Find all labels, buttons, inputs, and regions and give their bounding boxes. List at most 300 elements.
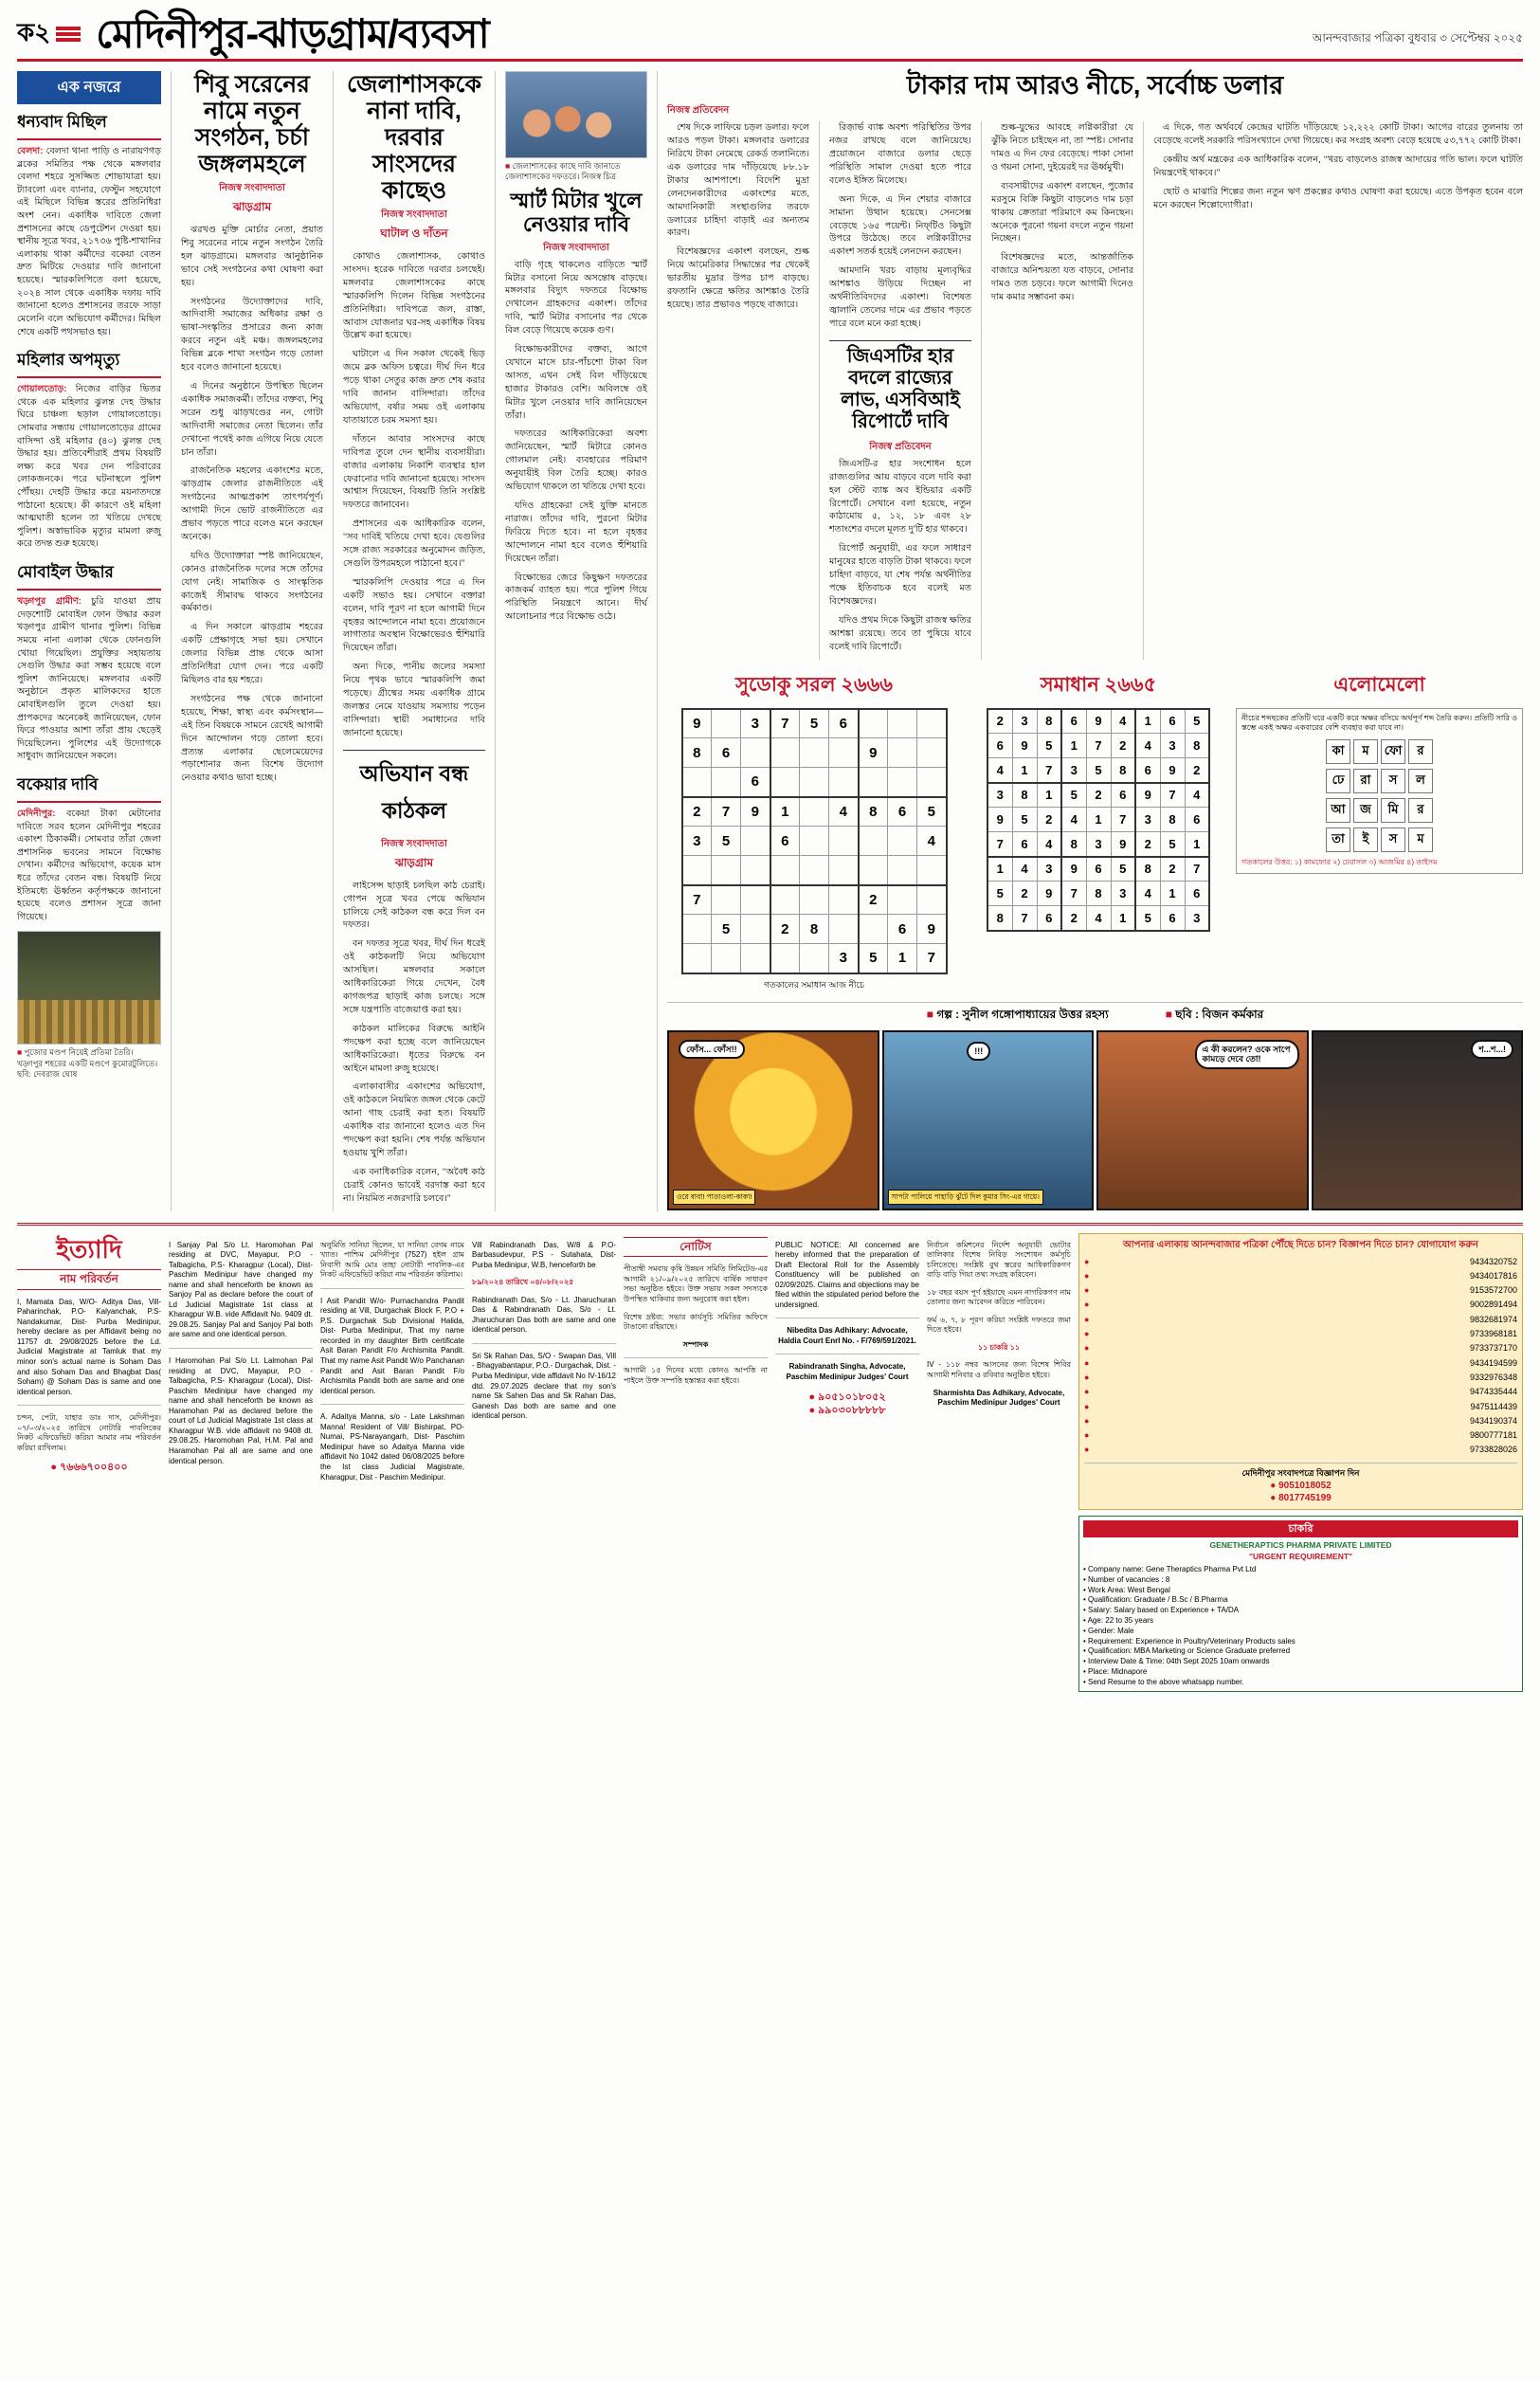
grid-cell[interactable]: 8 [987, 906, 1012, 931]
grid-cell[interactable] [829, 827, 859, 856]
grid-cell[interactable] [917, 856, 947, 885]
contact-phone[interactable]: ● 9733968181 [1084, 1329, 1517, 1339]
body-gold-a [991, 121, 1133, 304]
grid-cell[interactable] [770, 944, 800, 973]
grid-cell[interactable]: 5 [987, 882, 1012, 906]
dateline-shibu: ঝাড়গ্রাম [232, 200, 272, 213]
grid-cell[interactable]: 7 [682, 885, 712, 915]
para: ব্যবসায়ীদের একাংশ বলছেন, পুজোর মরসুমে বিক্রি কিছুটা বাড়লেও দাম চড়া থাকায় ক্রেতারা পরিমাণে কম কিনছেন। অনেকে পুরনো গয়না বদলে নতুন গয়না নিচ্ছেন। [991, 180, 1133, 245]
photo-demonstration [505, 71, 647, 158]
elomelo-row [1326, 827, 1433, 852]
elomelo-instructions: নীচের শব্দছকের প্রতিটি ঘরে একটি করে অক্ষর বসিয়ে অর্থপূর্ণ শব্দ তৈরি করুন। প্রতিটি সারি ও স্তম্ভে একই অক্ষর একবারের বেশি ব্যবহার করা যাবে না। [1241, 713, 1517, 733]
classified-item: চন্দন, পেটা, যাহার ডাঃ দাস, মেদিনীপুর। ০৭/০৩/২০২৫ তারিখে নোটারি পাবলিকের নিকট এফিডেভিট করিয়া আমার নাম পরিবর্তন করিয়া রাখিলাম। [17, 1413, 161, 1452]
classified-item: পীতাম্বী সমবায় কৃষি উন্নয়ন সমিতি লিমিটেড-এর আগামী ২১/০৯/২০২৫ তারিখে বার্ষিক সাধারণ সভা অনুষ্ঠিত হইবে। উক্ত সভায় সকল সদস্যকে উপস্থিত থাকিবার জন্য অনুরোধ করা হইল। [624, 1264, 768, 1304]
grid-cell[interactable]: 3 [682, 827, 712, 856]
job-box [1078, 1516, 1523, 1693]
grid-cell[interactable]: 9 [1160, 758, 1185, 783]
divider [320, 1288, 464, 1289]
classified-item: Sri Sk Rahan Das, S/O - Swapan Das, Vill - Bhagyabantapur, P.O.- Durgachak, Dist. - Purba Medinipur, vide affidavit No IV-16/12 dtd. 29.07.2025 declare that my son's name Sk Sahen Das and Sk Rahan Das, Ganesh Das both are same and one identical person. [472, 1351, 616, 1421]
grid-cell[interactable]: 6 [1135, 758, 1160, 783]
grid-cell[interactable]: 2 [859, 885, 888, 915]
contact-phone[interactable]: ● 9434320752 [1084, 1256, 1517, 1266]
contact-phone[interactable]: ● 9800777181 [1084, 1430, 1517, 1441]
contact-phone[interactable]: ● 9733828026 [1084, 1445, 1517, 1455]
contact-phone[interactable]: ● 9832681974 [1084, 1314, 1517, 1324]
grid-cell[interactable] [770, 738, 800, 768]
grid-cell[interactable]: 4 [1111, 709, 1135, 734]
grid-cell[interactable] [829, 856, 859, 885]
grid-cell[interactable]: 6 [829, 709, 859, 738]
page-number: ক২ [17, 18, 51, 46]
grid-cell[interactable]: 5 [1160, 832, 1185, 857]
grid-cell[interactable]: 9 [1037, 882, 1061, 906]
grid-cell[interactable] [770, 856, 800, 885]
grid-cell[interactable] [800, 738, 829, 768]
grid-cell[interactable] [712, 709, 741, 738]
grid-cell[interactable] [859, 709, 888, 738]
grid-cell[interactable]: 6 [1037, 906, 1061, 931]
grid-cell[interactable]: 2 [1086, 783, 1111, 808]
contact-phone[interactable]: ● 9434190374 [1084, 1415, 1517, 1426]
grid-cell[interactable] [888, 827, 917, 856]
comic-credits [667, 1007, 1523, 1026]
grid-cell[interactable]: 1 [1185, 832, 1209, 857]
grid-cell[interactable]: 1 [1061, 734, 1086, 758]
grid-cell[interactable]: 9 [917, 915, 947, 944]
grid-cell[interactable]: 1 [770, 797, 800, 827]
grid-cell[interactable]: 7 [917, 944, 947, 973]
grid-cell[interactable]: 2 [1012, 882, 1037, 906]
body-rupee-a [667, 121, 809, 312]
grid-cell[interactable]: 2 [770, 915, 800, 944]
grid-cell[interactable]: 1 [1160, 882, 1185, 906]
grid-cell[interactable]: 4 [987, 758, 1012, 783]
classified-item: নির্বাচন কমিশনের নির্দেশ অনুযায়ী ভোটার তালিকার বিশেষ নিবিড় সংশোধন কর্মসূচি চলিতেছে। সংশ্লিষ্ট বুথ স্তরের আধিকারিকগণ বাড়ি বাড়ি গিয়া তথ্য সংগ্রহ করিবেন। [927, 1240, 1071, 1280]
grid-cell[interactable]: 9 [682, 709, 712, 738]
job-details [1083, 1565, 1518, 1688]
grid-cell[interactable]: 4 [1185, 783, 1209, 808]
classified-advocate: Rabindranath Singha, Advocate, Paschim Medinipur Judges' Court [786, 1362, 909, 1382]
grid-cell[interactable]: 3 [1160, 734, 1185, 758]
grid-cell[interactable]: 2 [1037, 808, 1061, 832]
grid-cell[interactable]: 6 [712, 738, 741, 768]
grid-cell[interactable]: 5 [1012, 808, 1037, 832]
grid-cell[interactable]: 4 [1135, 882, 1160, 906]
classified-item: I, Mamata Das, W/O- Aditya Das, Vill- Paharinchak, P.O- Kalyanchak, P.S- Nandakumar, Dist- Purba Medinipur, hereby declare as per Affidavit being no 11757 dt. 29/08/2025 before the Ld. Judicial Magistrate at Tamluk that my minor son's actual name is Soham Das and also Soham Das and Bhagbat Das( Soham) @ Soham Das is same and one identical person. [17, 1297, 161, 1396]
grid-cell[interactable] [829, 738, 859, 768]
elomelo-cell[interactable]: ল [1408, 769, 1433, 793]
solution-title: সমাধান ২৬৬৫ [1040, 673, 1157, 696]
grid-cell[interactable]: 2 [1135, 832, 1160, 857]
job-detail-line: • Work Area: West Bengal [1083, 1585, 1170, 1594]
comic-caption: সাপটা পালিয়ে পাহাড়ি ঝুঁটে দিল কুমার সিং-এর গায়ে। [888, 1190, 1043, 1204]
byline-rupee: নিজস্ব প্রতিবেদন [667, 105, 730, 117]
grid-cell[interactable]: 6 [741, 768, 770, 797]
grid-row [987, 734, 1209, 758]
grid-cell[interactable] [888, 738, 917, 768]
elomelo-cell[interactable]: কা [1326, 739, 1350, 764]
grid-cell[interactable] [888, 885, 917, 915]
grid-cell[interactable]: 8 [682, 738, 712, 768]
grid-cell[interactable]: 7 [1037, 758, 1061, 783]
grid-cell[interactable] [888, 768, 917, 797]
grid-cell[interactable]: 2 [987, 709, 1012, 734]
grid-cell[interactable]: 4 [917, 827, 947, 856]
grid-cell[interactable]: 7 [1012, 906, 1037, 931]
grid-cell[interactable]: 2 [682, 797, 712, 827]
page-title: মেদিনীপুর-ঝাড়গ্রাম/ব্যবসা [96, 11, 489, 56]
comic-panel-1 [667, 1030, 879, 1210]
classified-item: IV - ১১৮ নম্বর আসনের জন্য বিশেষ শিবির আগামী শনিবার ও রবিবার অনুষ্ঠিত হইবে। [927, 1360, 1071, 1380]
name-change-head: নাম পরিবর্তন [17, 1269, 161, 1290]
grid-cell[interactable]: 5 [1037, 734, 1061, 758]
classifieds-section [17, 1223, 1523, 1693]
grid-cell[interactable]: 8 [800, 915, 829, 944]
sudoku-grid[interactable] [681, 708, 948, 974]
divider [472, 1343, 616, 1344]
grid-cell[interactable]: 8 [859, 797, 888, 827]
grid-cell[interactable]: 3 [1135, 808, 1160, 832]
grid-cell[interactable]: 5 [1135, 906, 1160, 931]
grid-cell[interactable]: 5 [917, 797, 947, 827]
para: বিক্ষোভকারীদের বক্তব্য, আগে যেখানে মাসে চার-পাঁচশো টাকা বিল আসত, এখন সেই বিল দাঁড়িয়েছে হাজার টাকারও বেশি। অবিলম্বে ওই মিটার খুলে নেওয়ার দাবি জানিয়েছেন তাঁরা। [505, 344, 647, 421]
grid-cell[interactable]: 5 [712, 915, 741, 944]
elomelo-cell[interactable]: র [1408, 739, 1433, 764]
classified-col-b [169, 1233, 313, 1693]
para: এ দিকে, গত অর্থবর্ষে কেন্দ্রের ঘাটতি দাঁড়িয়েছে ১২,২২২ কোটি টাকা। আগের বারের তুলনায় তা বেড়েছে বলেই সরকারি পরিসংখ্যানে দেখা গিয়েছে। কর সংগ্রহ অবশ্য বেড়ে হয়েছে ৫৩,৭৭২ কোটি টাকা। [1153, 122, 1523, 147]
elomelo-cell[interactable]: জ [1353, 798, 1378, 823]
elomelo-cell[interactable]: র [1408, 798, 1433, 823]
grid-cell[interactable]: 7 [1160, 783, 1185, 808]
grid-cell[interactable]: 2 [1061, 906, 1086, 931]
grid-cell[interactable]: 7 [770, 709, 800, 738]
column-story-shibu [181, 71, 323, 1211]
grid-cell[interactable] [917, 768, 947, 797]
para: ছোট ও মাঝারি শিল্পের জন্য নতুন ঋণ প্রকল্পের কথাও ঘোষণা করা হয়েছে। এতে উপকৃত হবেন বলে মনে করছেন শিল্পোদ্যোগীরা। [1153, 186, 1523, 210]
grid-cell[interactable]: 9 [859, 738, 888, 768]
grid-cell[interactable]: 6 [1086, 857, 1111, 882]
edition-line: আনন্দবাজার পত্রিকা বুধবার ৩ সেপ্টেম্বর ২০২৫ [1312, 31, 1523, 45]
grid-row [682, 738, 947, 768]
grid-cell[interactable]: 8 [1160, 808, 1185, 832]
column-photo-meter [505, 71, 647, 1211]
grid-cell[interactable]: 4 [1037, 832, 1061, 857]
grid-cell[interactable]: 2 [1160, 857, 1185, 882]
photo-idol-making [17, 931, 161, 1045]
para: এলাকাবাসীর একাংশের অভিযোগ, ওই কাঠকলে নিয়মিত জঙ্গল থেকে কেটে আনা গাছ চেরাই করা হত। বিষয়টি একাধিক বার জানানো হলেও এত দিন পদক্ষেপ করা হয়নি। শেষ পর্যন্ত অভিযান হওয়ায় খুশি তাঁরা। [343, 1082, 485, 1158]
rule-2 [333, 71, 334, 1211]
grid-cell[interactable]: 3 [1111, 882, 1135, 906]
byline-kathkal: নিজস্ব সংবাদদাতা [381, 838, 447, 849]
grid-cell[interactable] [712, 944, 741, 973]
grid-cell[interactable]: 6 [1012, 832, 1037, 857]
grid-cell[interactable] [800, 827, 829, 856]
grid-cell[interactable]: 3 [829, 944, 859, 973]
rule-1 [171, 71, 172, 1211]
grid-cell[interactable]: 6 [1160, 906, 1185, 931]
elomelo-title: এলোমেলো [1333, 673, 1425, 696]
para: এ দিন সকালে ঝাড়গ্রাম শহরের একটি প্রেক্ষাগৃহে সভা হয়। সেখানে জেলার বিভিন্ন প্রান্ত থেকে আসা প্রতিনিধিরা যোগ দেন। পরে একটি মিছিলও বার হয় শহরে। [181, 622, 323, 685]
sudoku-title: সুডোকু সরল ২৬৬৬ [735, 673, 893, 696]
elomelo-cell[interactable]: ঢে [1326, 769, 1350, 793]
grid-cell[interactable]: 8 [1061, 832, 1086, 857]
comic-bubble: শ...শ...! [1471, 1040, 1513, 1060]
contact-phone[interactable]: ● 9153572700 [1084, 1285, 1517, 1296]
classified-phone: ● ৯৯০৩০৮৮৮৮৮ [808, 1405, 886, 1417]
elomelo-cell[interactable]: ফো [1381, 739, 1405, 764]
grid-cell[interactable]: 8 [1135, 857, 1160, 882]
brief-place-1: গোয়ালতোড়: [17, 384, 67, 395]
grid-cell[interactable]: 7 [1111, 808, 1135, 832]
grid-cell[interactable]: 4 [1061, 808, 1086, 832]
contact-phone[interactable]: ● 9733737170 [1084, 1343, 1517, 1354]
grid-cell[interactable]: 1 [1111, 906, 1135, 931]
grid-cell[interactable]: 6 [1185, 882, 1209, 906]
grid-cell[interactable]: 1 [888, 944, 917, 973]
grid-cell[interactable]: 1 [987, 857, 1012, 882]
comic-story-credit: ■ গল্প : সুনীল গঙ্গোপাধ্যায়ের উত্তর রহস্য [926, 1007, 1109, 1021]
byline-smart-meter: নিজস্ব সংবাদদাতা [543, 242, 609, 253]
classified-col-right [1078, 1233, 1523, 1693]
grid-cell[interactable]: 6 [987, 734, 1012, 758]
grid-cell[interactable]: 2 [1111, 734, 1135, 758]
grid-cell[interactable]: 1 [1012, 758, 1037, 783]
grid-cell[interactable] [917, 738, 947, 768]
grid-cell[interactable] [829, 885, 859, 915]
para: সংগঠনের পক্ষ থেকে জানানো হয়েছে, শিক্ষা, স্বাস্থ্য এবং কর্মসংস্থান—এই তিন বিষয়কে সামনে রেখেই আগামী দিনে আন্দোলন গড়ে তোলা হবে। প্রত্যন্ত এলাকার ছেলেমেয়েদের পড়াশোনার জন্য বিশেষ উদ্যোগ নেওয়ার কথাও ভাবা হচ্ছে। [181, 693, 323, 784]
grid-cell[interactable]: 8 [1012, 783, 1037, 808]
grid-cell[interactable] [800, 885, 829, 915]
grid-cell[interactable]: 9 [1012, 734, 1037, 758]
grid-row [987, 709, 1209, 734]
elomelo-cell[interactable]: আ [1326, 798, 1350, 823]
para: দফতরের আধিকারিকেরা অবশ্য জানিয়েছেন, স্মার্ট মিটারে কোনও গোলমাল নেই। ব্যবহারের পরিমাণ অনুযায়ীই বিল তৈরি হচ্ছে। কারও অভিযোগ থাকলে তা খতিয়ে দেখা হবে। [505, 428, 647, 493]
comic-panel-2 [882, 1030, 1095, 1210]
grid-cell[interactable]: 7 [1185, 857, 1209, 882]
grid-cell[interactable]: 8 [1111, 758, 1135, 783]
grid-cell[interactable] [682, 768, 712, 797]
grid-cell[interactable]: 7 [1086, 734, 1111, 758]
grid-cell[interactable]: 5 [1111, 857, 1135, 882]
grid-cell[interactable] [917, 885, 947, 915]
grid-cell[interactable]: 2 [1185, 758, 1209, 783]
grid-cell[interactable]: 3 [1185, 906, 1209, 931]
grid-cell[interactable]: 3 [741, 709, 770, 738]
grid-cell[interactable]: 5 [1086, 758, 1111, 783]
grid-cell[interactable]: 8 [1086, 882, 1111, 906]
grid-cell[interactable] [741, 944, 770, 973]
grid-cell[interactable] [712, 885, 741, 915]
grid-cell[interactable]: 9 [987, 808, 1012, 832]
para: কাঠকল মালিকের বিরুদ্ধে আইনি পদক্ষেপ করা হচ্ছে বলে জানিয়েছেন আধিকারিকেরা। ধৃতের বিরুদ্ধে বন আইনে মামলা রুজু হয়েছে। [343, 1023, 485, 1074]
grid-cell[interactable] [682, 944, 712, 973]
elomelo-cell[interactable]: ই [1353, 827, 1378, 852]
brief-body-3: বকেয়া টাকা মেটানোর দাবিতে সরব হলেন মেদিনীপুর শহরের একাংশ ঠিকাকর্মী। সোমবার তাঁরা জেলা প্রশাসনিক ভবনের সামনে বিক্ষোভ দেখান। কর্মীদের অভিযোগ, কয়েক মাস ধরে তাঁদের বেতন বন্ধ। বিষয়টি নিয়ে ইতিমধ্যে ঊর্ধ্বতন কর্তৃপক্ষকে জানানো হয়েছে বলেও প্রশাসন সূত্রে জানা গিয়েছে। [17, 808, 161, 922]
grid-cell[interactable] [741, 827, 770, 856]
classified-advocate: Sharmishta Das Adhikary, Advocate, Paschim Medinipur Judges' Court [933, 1388, 1065, 1408]
grid-cell[interactable]: 8 [1037, 709, 1061, 734]
grid-cell[interactable]: 7 [987, 832, 1012, 857]
grid-cell[interactable]: 7 [1061, 882, 1086, 906]
grid-cell[interactable]: 6 [1160, 709, 1185, 734]
grid-cell[interactable] [682, 856, 712, 885]
grid-cell[interactable] [800, 944, 829, 973]
grid-cell[interactable]: 5 [712, 827, 741, 856]
grid-cell[interactable] [741, 885, 770, 915]
byline-gst: নিজস্ব প্রতিবেদন [869, 441, 932, 452]
elomelo-cell[interactable]: ম [1353, 739, 1378, 764]
masthead-left [17, 13, 489, 55]
grid-cell[interactable] [829, 915, 859, 944]
contact-phone[interactable]: ● 9475114439 [1084, 1401, 1517, 1411]
brief-text-1 [17, 383, 161, 551]
grid-cell[interactable] [829, 768, 859, 797]
para: যদিও গ্রাহকেরা সেই যুক্তি মানতে নারাজ। তাঁদের দাবি, পুরনো মিটার ফিরিয়ে দিতে হবে। না হলে বৃহত্তর আন্দোলনে নামা হবে বলেও হুঁশিয়ারি দিয়েছেন তাঁরা। [505, 500, 647, 564]
body-rupee-b [829, 121, 971, 331]
grid-cell[interactable] [741, 738, 770, 768]
grid-cell[interactable]: 6 [888, 797, 917, 827]
para: ঘাটালে এ দিন সকাল থেকেই ভিড় জমে ব্লক অফিস চত্বরে। দীর্ঘ দিন ধরে পড়ে থাকা সেতুর কাজ দ্রুত শেষ করার দাবি জানান বাসিন্দারা। তাঁদের অভিযোগ, বর্ষার সময় ওই এলাকায় যাতায়াতে চরম সমস্যা হয়। [343, 349, 485, 426]
contact-phone[interactable]: ● 9474335444 [1084, 1387, 1517, 1397]
classified-item: আগামী ১৫ দিনের মধ্যে কোনও আপত্তি না পাইলে উক্ত সম্পত্তি হস্তান্তর করা হইবে। [624, 1366, 768, 1385]
brief-head-1: মহিলার অপমৃত্যু [17, 348, 161, 378]
grid-cell[interactable]: 3 [1037, 857, 1061, 882]
elomelo-answer: গতকালের উত্তর: ১) কামফোর ২) ঢেরাসল ৩) আজমির ৪) তাইসম [1241, 858, 1438, 867]
grid-row [987, 906, 1209, 931]
comic-strip [667, 1002, 1523, 1210]
grid-cell[interactable] [859, 915, 888, 944]
grid-cell[interactable] [682, 915, 712, 944]
grid-cell[interactable]: 6 [1185, 808, 1209, 832]
job-detail-line: • Salary: Salary based on Experience + TA/DA [1083, 1606, 1240, 1615]
grid-cell[interactable] [800, 856, 829, 885]
grid-cell[interactable] [712, 768, 741, 797]
grid-cell[interactable]: 4 [1135, 734, 1160, 758]
elomelo-cell[interactable]: তা [1326, 827, 1350, 852]
para: বিক্ষোভের জেরে কিছুক্ষণ দফতরের কাজকর্ম ব্যাহত হয়। পরে পুলিশ গিয়ে পরিস্থিতি নিয়ন্ত্রণে আনে। দীর্ঘ আলোচনার পরে বিক্ষোভ ওঠে। [505, 572, 647, 623]
grid-cell[interactable]: 5 [1061, 783, 1086, 808]
grid-cell[interactable] [741, 915, 770, 944]
grid-cell[interactable]: 6 [1061, 709, 1086, 734]
para: রাজনৈতিক মহলের একাংশের মতে, ঝাড়গ্রাম জেলার রাজনীতিতে এই সংগঠনের আত্মপ্রকাশ তাৎপর্যপূর্ণ। আগামী দিনে ভোট রাজনীতিতে এর প্রভাব পড়তে পারে বলেও মনে করছেন অনেকে। [181, 465, 323, 542]
grid-cell[interactable] [859, 827, 888, 856]
grid-cell[interactable]: 3 [1061, 758, 1086, 783]
grid-cell[interactable]: 9 [1135, 783, 1160, 808]
grid-cell[interactable] [712, 856, 741, 885]
para: স্মারকলিপি দেওয়ার পরে এ দিন একটি সভাও হয়। সেখানে বক্তারা বলেন, দাবি পূরণ না হলে আগামী দিনে বৃহত্তর আন্দোলনে নামা হবে। প্রয়োজনে লাগাতার অবস্থান বিক্ষোভেরও হুঁশিয়ারি দিয়েছেন তাঁরা। [343, 576, 485, 654]
grid-cell[interactable] [888, 709, 917, 738]
elomelo-cell[interactable]: রা [1353, 769, 1378, 793]
subhead-kathkal: অভিযান বন্ধ কাঠকল [343, 750, 485, 832]
classified-col-f [775, 1233, 919, 1693]
grid-cell[interactable]: 9 [1061, 857, 1086, 882]
para: আমদানি খরচ বাড়ায় মূল্যবৃদ্ধির আশঙ্কাও উড়িয়ে দিচ্ছেন না অর্থনীতিবিদদের একাংশ। বিশেষত জ্বালানি তেলের দামে এর প্রভাব পড়তে পারে বলে মনে করা হচ্ছে। [829, 265, 971, 329]
grid-cell[interactable] [888, 856, 917, 885]
contact-phone[interactable]: ● 9002891494 [1084, 1300, 1517, 1310]
notice-head: নোটিস [624, 1237, 768, 1258]
dateline-dm: ঘাটাল ও দাঁতন [380, 227, 448, 240]
grid-cell[interactable] [917, 709, 947, 738]
comic-panel-4 [1312, 1030, 1524, 1210]
grid-cell[interactable]: 4 [1086, 906, 1111, 931]
elomelo-cell[interactable]: ম [1408, 827, 1433, 852]
job-detail-line: • Qualification: MBA Marketing or Science Graduate preferred [1083, 1646, 1291, 1656]
grid-cell[interactable]: 7 [712, 797, 741, 827]
brief-place-3: মেদিনীপুর: [17, 808, 56, 819]
grid-cell[interactable] [800, 797, 829, 827]
job-detail-line: • Gender: Male [1083, 1626, 1134, 1635]
rule-6 [981, 121, 982, 659]
body-smart-meter [505, 259, 647, 625]
elomelo-cell[interactable]: স [1381, 769, 1405, 793]
classified-phone: ● ৭৬৬৬৭০০৪০০ [50, 1462, 128, 1474]
grid-cell[interactable]: 1 [1135, 709, 1160, 734]
rule-5 [819, 121, 820, 659]
grid-cell[interactable]: 5 [800, 709, 829, 738]
grid-cell[interactable] [741, 856, 770, 885]
grid-cell[interactable] [859, 856, 888, 885]
para: লাইসেন্স ছাড়াই চলছিল কাঠ চেরাই। গোপন সূত্রে খবর পেয়ে অভিযান চালিয়ে সেই কাঠকল বন্ধ করে দিল বন দফতর। [343, 880, 485, 931]
grid-cell[interactable]: 1 [1086, 808, 1111, 832]
grid-cell[interactable]: 1 [1037, 783, 1061, 808]
grid-row [682, 885, 947, 915]
para: কোথাও জেলাশাসক, কোথাও সাংসদ। হরেক দাবিতে দরবার চলছেই। মঙ্গলবার জেলাশাসকের কাছে স্মারকলিপি দিলেন বিভিন্ন সংগঠনের প্রতিনিধিরা। দাবিপত্রে জল, রাস্তা, আবাস যোজনার ঘর-সহ একাধিক বিষয় উল্লেখ করা হয়েছে। [343, 251, 485, 341]
grid-cell[interactable]: 8 [1185, 734, 1209, 758]
column-story-dm [343, 71, 485, 1211]
contact-phone[interactable]: ● 9434017816 [1084, 1270, 1517, 1281]
grid-row [682, 709, 947, 738]
elomelo-cell[interactable]: মি [1381, 798, 1405, 823]
classified-col-c [320, 1233, 464, 1693]
grid-cell[interactable]: 5 [1185, 709, 1209, 734]
comic-caption: ওরে বাবা! পাতাওলা-কাকা! [673, 1190, 755, 1204]
contact-phone[interactable]: ● 9434194599 [1084, 1357, 1517, 1368]
grid-cell[interactable]: 6 [888, 915, 917, 944]
grid-cell[interactable] [800, 768, 829, 797]
grid-cell[interactable]: 3 [1012, 709, 1037, 734]
grid-cell[interactable]: 9 [741, 797, 770, 827]
contact-phone-list[interactable] [1084, 1255, 1517, 1458]
brief-place-0: বেলদা: [17, 146, 44, 156]
ad-box-head: মেদিনীপুর সংবাদপত্রে বিজ্ঞাপন দিন [1241, 1467, 1360, 1478]
job-detail-line: • Send Resume to the above whatsapp number. [1083, 1677, 1244, 1686]
headline-shibu: শিবু সরেনের নামে নতুন সংগঠন, চর্চা জঙ্গলমহলে [194, 71, 310, 177]
grid-cell[interactable]: 9 [1111, 832, 1135, 857]
contact-phone[interactable]: ● 9332976348 [1084, 1372, 1517, 1382]
classified-item: A. Adaitya Manna, s/o - Late Lakshman Manna! Resident of Vill/ Bishirpat, PO- Numai, PS-Narayangarh, Dist- Paschim Medinipur have so Adaitya Manna vide affidavit No 1042 dated 06/08/2025 before the Ist class Judicial Magistrate, Kharagpur, Dist - Paschim Medinipur. [320, 1412, 464, 1482]
grid-cell[interactable]: 6 [1111, 783, 1135, 808]
elomelo-cell[interactable]: স [1381, 827, 1405, 852]
grid-cell[interactable] [770, 768, 800, 797]
grid-cell[interactable] [859, 768, 888, 797]
grid-cell[interactable]: 3 [1086, 832, 1111, 857]
grid-cell[interactable]: 6 [770, 827, 800, 856]
grid-cell[interactable]: 4 [1012, 857, 1037, 882]
grid-cell[interactable]: 4 [829, 797, 859, 827]
subhead-gst: জিএসটির হার বদলে রাজ্যের লাভ, এসবিআই রিপোর্টে দাবি [829, 340, 971, 435]
grid-cell[interactable]: 9 [1086, 709, 1111, 734]
masthead [17, 13, 1523, 62]
photo-caption-2: ■ জেলাশাসকের কাছে দাবি জানাতে জেলাশাসকের দফতরে। নিজস্ব চিত্র [505, 161, 621, 182]
grid-row [987, 808, 1209, 832]
para: অন্য দিকে, পানীয় জলের সমস্যা নিয়ে পৃথক ভাবে স্মারকলিপি জমা পড়েছে। গ্রীষ্মের সময় একাধিক গ্রামে জলস্তর নেমে যাওয়ায় সমস্যায় পড়েন বাসিন্দারা। স্থায়ী সমাধানের দাবি জানানো হয়েছে। [343, 662, 485, 738]
elomelo-grid[interactable] [1241, 739, 1517, 852]
grid-cell[interactable]: 5 [859, 944, 888, 973]
grid-cell[interactable] [770, 885, 800, 915]
grid-cell[interactable]: 3 [987, 783, 1012, 808]
grid-row [682, 915, 947, 944]
solution-grid [987, 708, 1210, 932]
